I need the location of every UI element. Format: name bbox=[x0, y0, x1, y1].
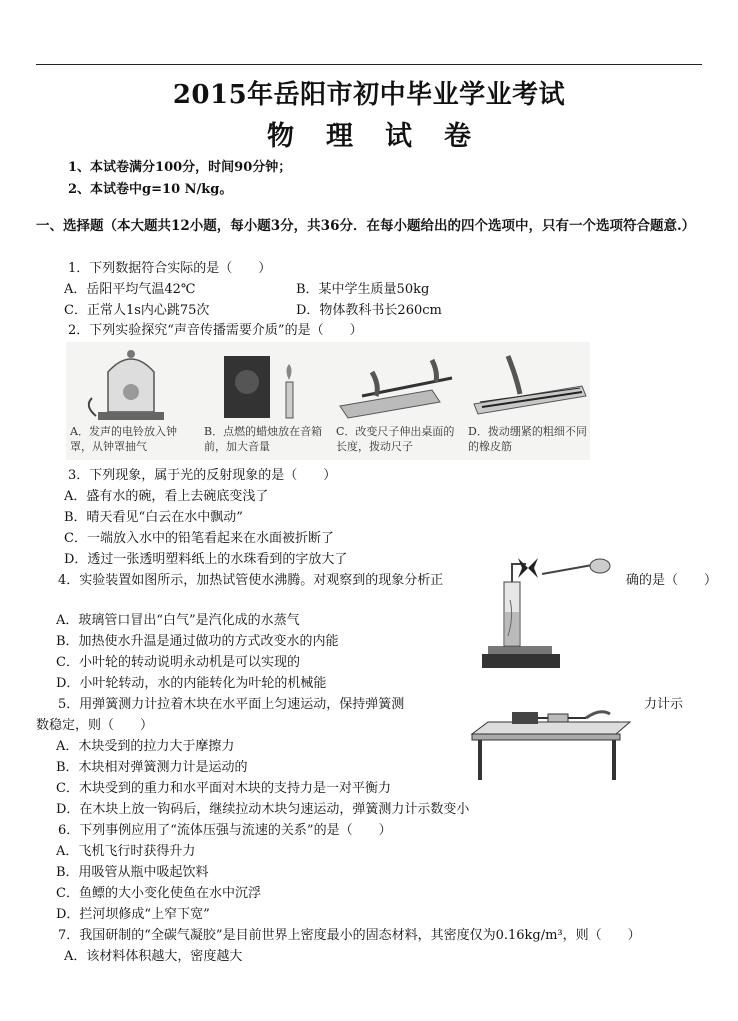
q4-option-a: A．玻璃管口冒出“白气”是汽化成的水蒸气 bbox=[56, 613, 300, 628]
q5-stem-part3: 数稳定，则（ ） bbox=[36, 718, 154, 733]
q7-option-a: A．该材料体积越大，密度越大 bbox=[64, 949, 243, 964]
q2-caption-d: D．拨动绷紧的粗细不同的橡皮筋 bbox=[468, 425, 587, 453]
q6-option-d: D．拦河坝修成“上窄下宽” bbox=[56, 907, 210, 922]
q4-apparatus-figure bbox=[476, 556, 616, 674]
q2-panel-b bbox=[200, 342, 330, 460]
rubber-band-illustration bbox=[464, 342, 594, 424]
note-2: 2、本试卷中g=10 N/kg。 bbox=[68, 182, 233, 197]
q1-option-b: B．某中学生质量50kg bbox=[296, 282, 430, 297]
top-rule bbox=[36, 64, 702, 65]
q1-option-a: A．岳阳平均气温42℃ bbox=[64, 282, 196, 297]
q6-option-b: B．用吸管从瓶中吸起饮料 bbox=[56, 865, 209, 880]
q4-stem-part2: 确的是（ ） bbox=[626, 573, 718, 588]
q2-caption-a: A．发声的电铃放入钟罩，从钟罩抽气 bbox=[70, 425, 177, 453]
q5-stem-part1: 5．用弹簧测力计拉着木块在水平面上匀速运动，保持弹簧测 bbox=[58, 697, 405, 712]
q1-stem: 1．下列数据符合实际的是（ ） bbox=[68, 261, 272, 276]
q3-stem: 3．下列现象，属于光的反射现象的是（ ） bbox=[68, 468, 337, 483]
q3-option-c: C．一端放入水中的铅笔看起来在水面被折断了 bbox=[64, 531, 334, 546]
q5-option-d: D．在木块上放一钩码后，继续拉动木块匀速运动，弹簧测力计示数变小 bbox=[56, 802, 470, 817]
section-heading: 一、选择题（本大题共12小题，每小题3分，共36分．在每小题给出的四个选项中，只有一个选项符合题意.） bbox=[36, 218, 696, 234]
q4-option-b: B．加热使水升温是通过做功的方式改变水的内能 bbox=[56, 634, 339, 649]
q4-option-c: C．小叶轮的转动说明永动机是可以实现的 bbox=[56, 655, 300, 670]
q2-panel-a bbox=[66, 342, 196, 460]
q6-option-a: A．飞机飞行时获得升力 bbox=[56, 844, 196, 859]
candle-speaker-illustration bbox=[200, 342, 330, 424]
exam-title: 2015年岳阳市初中毕业学业考试 bbox=[172, 80, 566, 110]
q5-option-c: C．木块受到的重力和水平面对木块的支持力是一对平衡力 bbox=[56, 781, 391, 796]
q1-option-c: C．正常人1s内心跳75次 bbox=[64, 303, 210, 318]
q5-stem-part2: 力计示 bbox=[644, 697, 684, 712]
q2-caption-b: B．点燃的蜡烛放在音箱前，加大音量 bbox=[204, 425, 323, 453]
q6-stem: 6．下列事例应用了“流体压强与流速的关系”的是（ ） bbox=[58, 823, 392, 838]
q3-option-a: A．盛有水的碗，看上去碗底变浅了 bbox=[64, 489, 269, 504]
ruler-table-illustration bbox=[332, 342, 462, 424]
q1-option-d: D．物体教科书长260cm bbox=[296, 303, 442, 318]
q7-stem: 7．我国研制的“全碳气凝胶”是目前世界上密度最小的固态材料，其密度仅为0.16kg/m³，则（ ） bbox=[58, 928, 641, 943]
note-1: 1、本试卷满分100分，时间90分钟； bbox=[68, 160, 292, 175]
q3-option-b: B．晴天看见“白云在水中飘动” bbox=[64, 510, 243, 525]
q4-stem-part1: 4．实验装置如图所示，加热试管使水沸腾。对观察到的现象分析正 bbox=[58, 573, 444, 588]
q2-stem: 2．下列实验探究“声音传播需要介质”的是（ ） bbox=[68, 323, 363, 338]
q2-panel-c bbox=[332, 342, 462, 460]
exam-subtitle: 物理试卷 bbox=[267, 121, 503, 152]
q2-caption-c: C．改变尺子伸出桌面的长度，拨动尺子 bbox=[336, 425, 455, 453]
bell-jar-illustration bbox=[66, 342, 196, 424]
q5-option-b: B．木块相对弹簧测力计是运动的 bbox=[56, 760, 248, 775]
q6-option-c: C．鱼鳔的大小变化使鱼在水中沉浮 bbox=[56, 886, 261, 901]
q5-table-figure bbox=[466, 700, 636, 782]
q3-option-d: D．透过一张透明塑料纸上的水珠看到的字放大了 bbox=[64, 552, 348, 567]
q2-panel-d bbox=[464, 342, 594, 460]
q4-option-d: D．小叶轮转动，水的内能转化为叶轮的机械能 bbox=[56, 676, 327, 691]
q2-figure bbox=[66, 342, 590, 460]
q5-option-a: A．木块受到的拉力大于摩擦力 bbox=[56, 739, 235, 754]
